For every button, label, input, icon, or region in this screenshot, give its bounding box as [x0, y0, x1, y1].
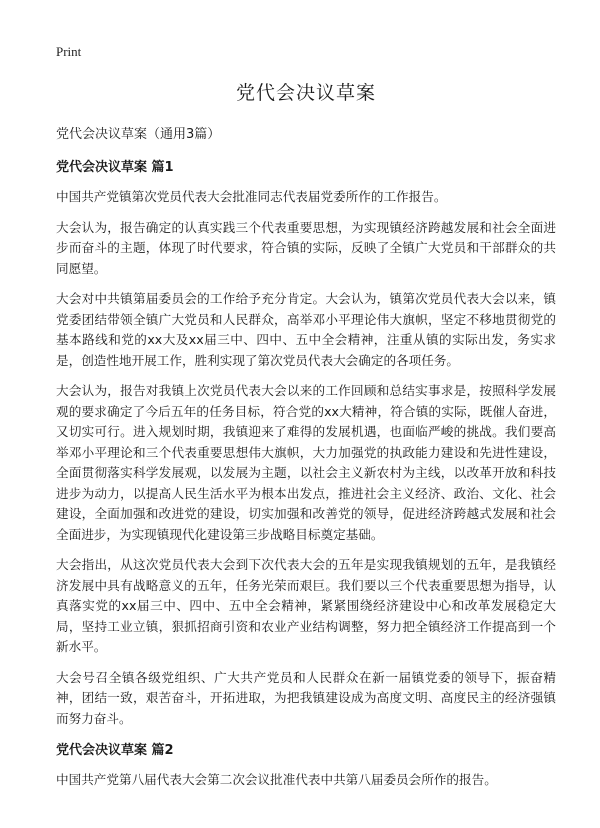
paragraph: 大会指出，从这次党员代表大会到下次代表大会的五年是实现我镇规划的五年，是我镇经济发展中具有战略意义的五年，任务光荣而艰巨。我们要以三个代表重要思想为指导，认真落实党的xx届三中、四中、五中全会精神，紧紧围绕经济建设中心和改革发展稳定大局，坚持工业立镇，狠抓招商引资和农业产业结构调整，努力把全镇经济工作提高到一个新水平。 [56, 557, 556, 654]
paragraph: 大会号召全镇各级党组织、广大共产党员和人民群众在新一届镇党委的领导下，振奋精神，团结一致，艰苦奋斗，开拓进取，为把我镇建设成为高度文明、高度民主的经济强镇而努力奋斗。 [56, 669, 556, 726]
document-subtitle: 党代会决议草案（通用3篇） [56, 127, 221, 142]
section-2 [56, 739, 556, 791]
document-title: 党代会决议草案 [235, 82, 376, 104]
section-1 [56, 156, 556, 729]
section-heading: 党代会决议草案 篇1 [56, 160, 174, 175]
paragraph: 中国共产党第八届代表大会第二次会议批准代表中共第八届委员会所作的报告。 [56, 772, 497, 787]
paragraph: 大会对中共镇第届委员会的工作给予充分肯定。大会认为，镇第次党员代表大会以来，镇党委团结带领全镇广大党员和人民群众，高举邓小平理论伟大旗帜，坚定不移地贯彻党的基本路线和党的xx大及xx届三中、四中、五中全会精神，注重从镇的实际出发，务实求是，创造性地开展工作，胜利实现了第次党员代表大会确定的各项任务。 [56, 291, 556, 368]
paragraph: 中国共产党镇第次党员代表大会批准同志代表届党委所作的工作报告。 [56, 189, 447, 204]
paragraph: 大会认为，报告对我镇上次党员代表大会以来的工作回顾和总结实事求是，按照科学发展观的要求确定了今后五年的任务目标，符合党的xx大精神，符合镇的实际，既催人奋进，又切实可行。进入规划时期，我镇迎来了难得的发展机遇，也面临严峻的挑战。我们要高举邓小平理论和三个代表重要思想伟大旗帜，大力加强党的执政能力建设和先进性建设，全面贯彻落实科学发展观，以发展为主题，以社会主义新农村为主线，以改革开放和科技进步为动力，以提高人民生活水平为根本出发点，推进社会主义经济、政治、文化、社会建设，全面加强和改进党的建设，切实加强和改善党的领导，促进经济跨越式发展和社会全面进步，为实现镇现代化建设第三步战略目标奠定基础。 [56, 383, 556, 542]
print-label: Print [56, 44, 82, 59]
paragraph: 大会认为，报告确定的认真实践三个代表重要思想，为实现镇经济跨越发展和社会全面进步而奋斗的主题，体现了时代要求，符合镇的实际，反映了全镇广大党员和干部群众的共同愿望。 [56, 219, 556, 276]
section-heading: 党代会决议草案 篇2 [56, 743, 174, 758]
